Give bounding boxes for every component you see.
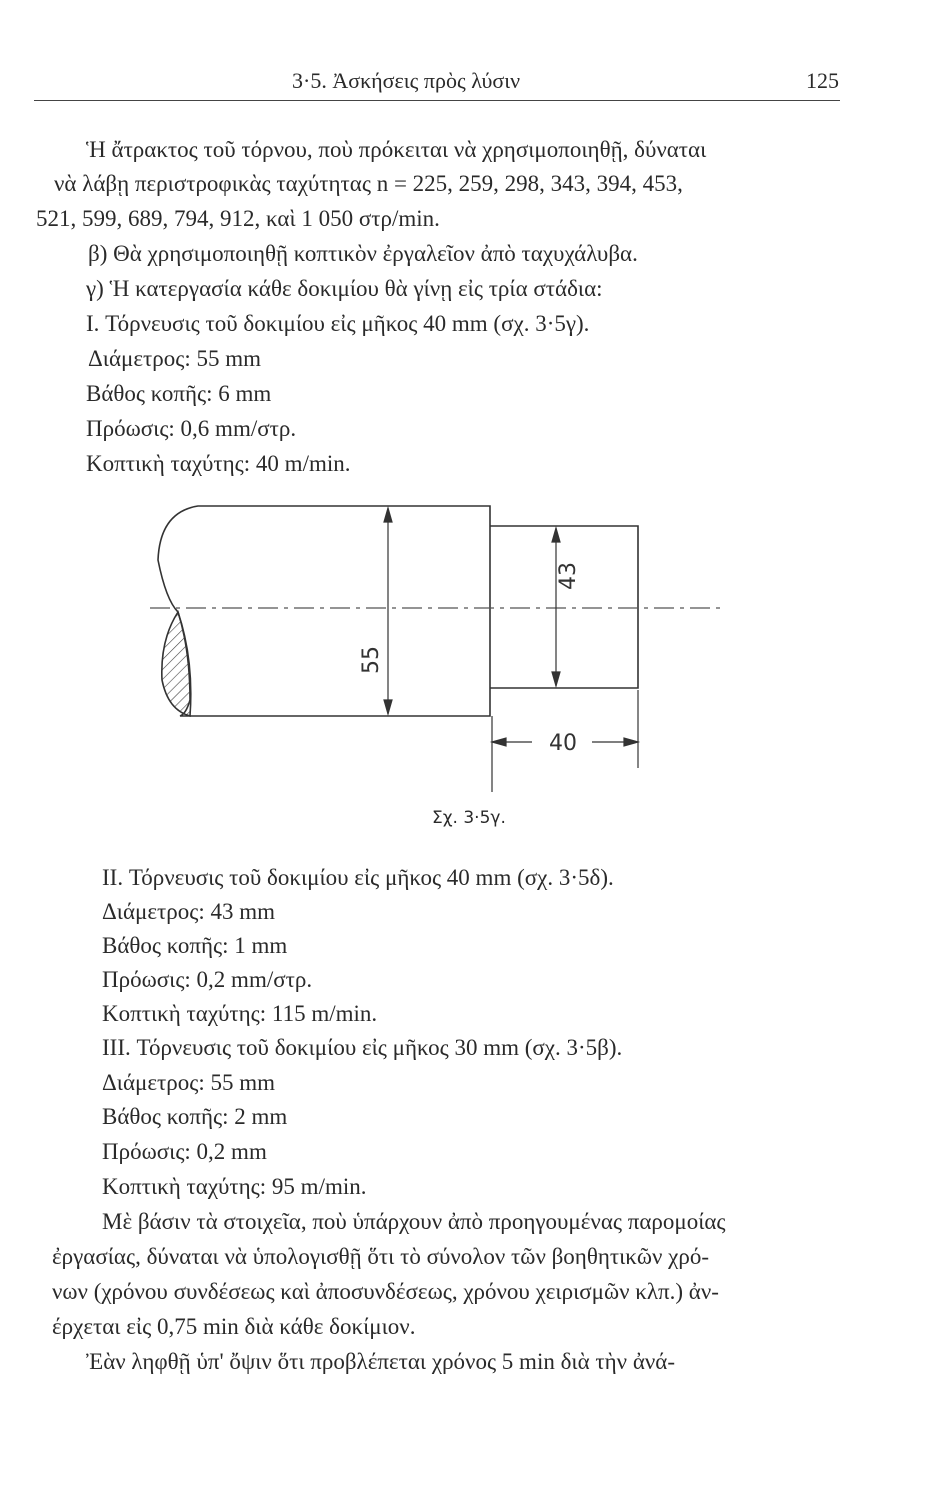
section-title: 3·5. Ἀσκήσεις πρὸς λύσιν: [292, 68, 521, 93]
stepped-section: [490, 526, 638, 688]
text-line: Διάμετρος: 43 mm: [102, 899, 276, 924]
arrow-40-right: [624, 738, 638, 746]
text-line: νων (χρόνου συνδέσεως καὶ ἀποσυνδέσεως, χρόνου χειρισμῶν κλπ.) ἀν-: [52, 1279, 719, 1304]
text-line: νὰ λάβῃ περιστροφικὰς ταχύτητας n = 225, 259, 298, 343, 394, 453,: [54, 171, 683, 196]
text-line: Ἡ ἄτρακτος τοῦ τόρνου, ποὺ πρόκειται νὰ χρησιμοποιηθῇ, δύναται: [86, 137, 707, 162]
text-line: I. Τόρνευσις τοῦ δοκιμίου εἰς μῆκος 40 mm (σχ. 3·5γ).: [86, 311, 590, 336]
text-line: Κοπτικὴ ταχύτης: 95 m/min.: [102, 1174, 367, 1199]
text-line: 521, 599, 689, 794, 912, καὶ 1 050 στρ/min.: [36, 206, 440, 231]
text-line: Μὲ βάσιν τὰ στοιχεῖα, ποὺ ὑπάρχουν ἀπὸ προηγουμένας παρομοίας: [102, 1209, 726, 1234]
figure-caption: Σχ. 3·5γ.: [432, 808, 506, 828]
dim-label-43: 43: [556, 562, 581, 590]
text-line: Κοπτικὴ ταχύτης: 115 m/min.: [102, 1001, 378, 1026]
text-line: Βάθος κοπῆς: 6 mm: [86, 381, 272, 406]
text-line: III. Τόρνευσις τοῦ δοκιμίου εἰς μῆκος 30 mm (σχ. 3·5β).: [102, 1035, 623, 1060]
text-line: II. Τόρνευσις τοῦ δοκιμίου εἰς μῆκος 40 mm (σχ. 3·5δ).: [102, 865, 614, 890]
workpiece-outline: [158, 506, 490, 716]
text-line: γ) Ἡ κατεργασία κάθε δοκιμίου θὰ γίνῃ εἰς τρία στάδια:: [86, 276, 603, 301]
text-line: β) Θὰ χρησιμοποιηθῇ κοπτικὸν ἐργαλεῖον ἀπὸ ταχυχάλυβα.: [88, 241, 638, 266]
text-line: Διάμετρος: 55 mm: [88, 346, 262, 371]
text-line: Βάθος κοπῆς: 1 mm: [102, 933, 288, 958]
text-line: Κοπτικὴ ταχύτης: 40 m/min.: [86, 451, 351, 476]
text-line: Πρόωσις: 0,6 mm/στρ.: [86, 416, 297, 441]
text-line: Διάμετρος: 55 mm: [102, 1070, 276, 1095]
text-line: Πρόωσις: 0,2 mm/στρ.: [102, 967, 313, 992]
arrow-55-top: [384, 508, 392, 522]
text-line: Βάθος κοπῆς: 2 mm: [102, 1104, 288, 1129]
dim-label-55: 55: [359, 646, 384, 674]
arrow-43-bottom: [552, 672, 560, 686]
text-line: έρχεται εἰς 0,75 min διὰ κάθε δοκίμιον.: [52, 1314, 416, 1339]
text-line: ἐργασίας, δύναται νὰ ὑπολογισθῇ ὅτι τὸ σύνολον τῶν βοηθητικῶν χρό-: [52, 1244, 710, 1269]
page-number: 125: [806, 68, 839, 93]
arrow-40-left: [492, 738, 506, 746]
break-section-hatch: [162, 612, 191, 716]
arrow-43-top: [552, 528, 560, 542]
arrow-55-bottom: [384, 700, 392, 714]
text-line: Πρόωσις: 0,2 mm: [102, 1139, 267, 1164]
dim-label-40: 40: [549, 731, 577, 756]
text-line: Ἐὰν ληφθῇ ὑπ' ὄψιν ὅτι προβλέπεται χρόνος 5 min διὰ τὴν ἀνά-: [86, 1349, 675, 1374]
